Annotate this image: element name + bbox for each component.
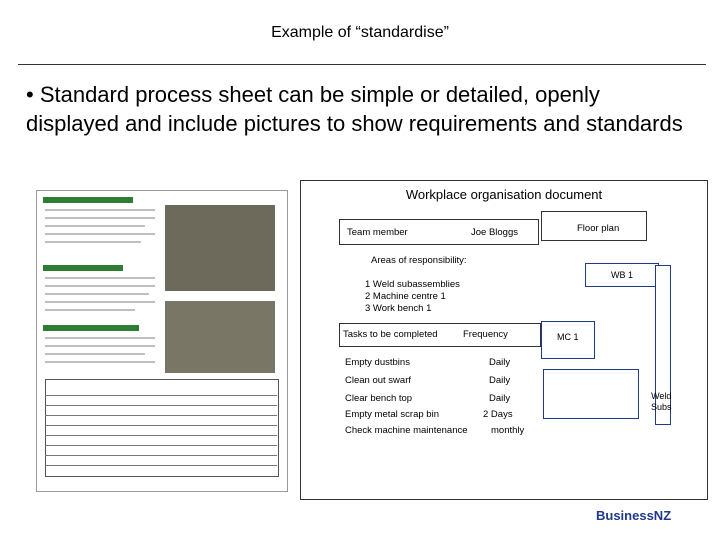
task-name: Clean out swarf xyxy=(345,375,412,386)
task-frequency: Daily xyxy=(489,357,511,368)
area-item: 1 Weld subassemblies xyxy=(365,279,460,290)
workplace-document xyxy=(300,180,708,500)
businessnz-logo: BusinessNZ xyxy=(596,508,672,523)
task-name: Empty metal scrap bin xyxy=(345,409,439,420)
task-frequency: Daily xyxy=(489,375,511,386)
process-sheet-image xyxy=(36,190,288,492)
title-divider xyxy=(18,64,706,65)
weld-subs-label: Weld Subs xyxy=(651,391,672,412)
task-name: Clear bench top xyxy=(345,393,413,404)
sheet-table xyxy=(45,379,279,477)
team-member-name: Joe Bloggs xyxy=(471,227,519,238)
sheet-heading-bar xyxy=(43,197,133,203)
slide-title: Example of “standardise” xyxy=(271,24,449,41)
areas-label: Areas of responsibility: xyxy=(371,255,467,266)
task-name: Empty dustbins xyxy=(345,357,410,368)
team-member-label: Team member xyxy=(347,227,408,238)
bullet-text: • Standard process sheet can be simple or detailed, openly displayed and include pictures to show requirements and standards xyxy=(26,82,683,136)
sheet-photo xyxy=(165,205,275,291)
floor-area xyxy=(543,369,639,419)
document-heading: Workplace organisation document xyxy=(405,187,603,202)
workbench-label: WB 1 xyxy=(611,270,634,280)
sheet-photo xyxy=(165,301,275,373)
task-frequency: 2 Days xyxy=(483,409,513,420)
task-frequency: monthly xyxy=(491,425,525,436)
floor-plan-label: Floor plan xyxy=(577,223,620,234)
task-name: Check machine maintenance xyxy=(345,425,468,436)
tasks-header: Tasks to be completed xyxy=(343,329,438,340)
task-frequency: Daily xyxy=(489,393,511,404)
machine-centre-label: MC 1 xyxy=(557,332,579,342)
area-item: 3 Work bench 1 xyxy=(365,303,432,314)
area-item: 2 Machine centre 1 xyxy=(365,291,446,302)
frequency-header: Frequency xyxy=(463,329,508,340)
